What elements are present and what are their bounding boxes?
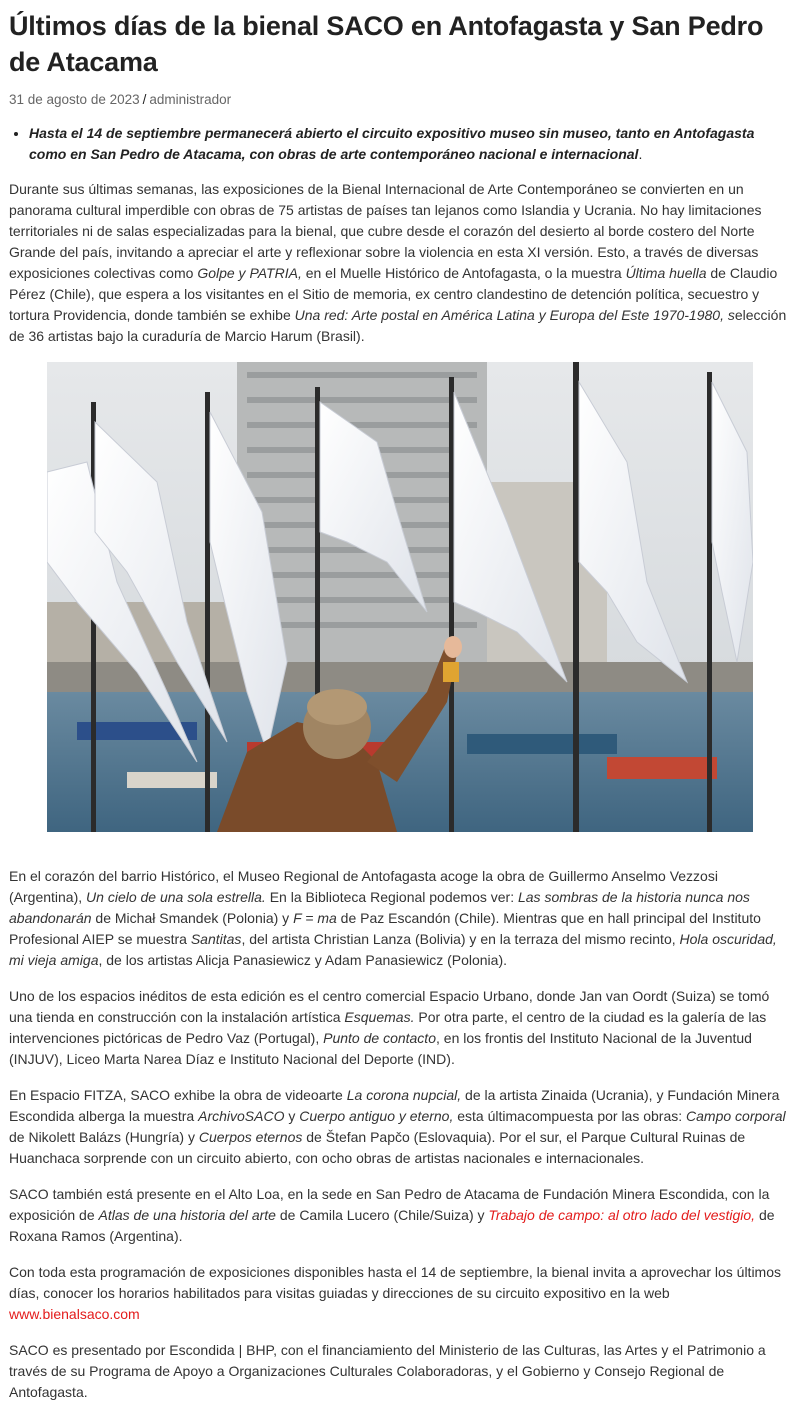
lead-end: . [638,146,643,162]
p4-text-5: de Nikolett Balázs (Hungría) y [9,1129,199,1145]
p2-em-3: F = ma [293,910,337,926]
paragraph-2 [9,866,791,971]
lead-bold-text: Hasta el 14 de septiembre permanecerá abierto el circuito expositivo museo sin museo, tanto en Antofagasta como en San Pedro de Atacama, con obras de arte contemporáneo nacional e internacional [29,125,755,162]
p2-em-4: Santitas [190,931,242,947]
p1-em-3: Una red: Arte postal en América Latina y Europa del Este 1970-1980, s [294,307,735,323]
p3-text-3: , en los frontis del Instituto Nacional de la Juventud (INJUV), Liceo Marta Narea Díaz e Instituto Nacional del Deporte (IND). [9,1030,752,1067]
p7-text-1: SACO es presentado por Escondida | BHP, con el financiamiento del Ministerio de las Culturas, las Artes y el Patrimonio a través de su Programa de Apoyo a Organizaciones Culturales Colaboradoras, y el Gobierno y Consejo Regional de Antofagasta. [9,1342,766,1400]
p4-text-3: y [284,1108,300,1124]
p3-em-2: Punto de contacto [323,1030,436,1046]
p2-em-2: Las sombras de la historia nunca nos abandonarán [9,889,750,926]
p5-em-1: Atlas de una historia del arte [98,1207,276,1223]
lead-item [29,123,791,165]
p2-text-4: de Paz Escandón (Chile). Mientras que en hall principal del Instituto Profesional AIEP se muestra [9,910,761,947]
article-photo-white-flags [47,362,753,832]
p1-text-2: en el Muelle Histórico de Antofagasta, o la muestra [301,265,626,281]
p1-text-3: de Claudio Pérez (Chile), que espera a los visitantes en el Sitio de memoria, ex centro clandestino de detención política, secuestro y tortura Providencia, donde también se exhibe [9,265,778,323]
lead-list [9,123,791,165]
p2-em-5: Hola oscuridad, mi vieja amiga [9,931,777,968]
p2-text-2: En la Biblioteca Regional podemos ver: [265,889,518,905]
p5-text-1: SACO también está presente en el Alto Loa, en la sede en San Pedro de Atacama de Fundación Minera Escondida, con la exposición de [9,1186,770,1223]
p3-text-1: Uno de los espacios inéditos de esta edición es el centro comercial Espacio Urbano, donde Jan van Oordt (Suiza) se tomó una tienda en construcción con la instalación artística [9,988,770,1025]
p2-text-5: , del artista Christian Lanza (Bolivia) y en la terraza del mismo recinto, [241,931,680,947]
p4-text-1: En Espacio FITZA, SACO exhibe la obra de videoarte [9,1087,347,1103]
p1-text-4: elección de 36 artistas bajo la curaduría de Marcio Harum (Brasil). [9,307,787,344]
p5-text-3: de Roxana Ramos (Argentina). [9,1207,775,1244]
bienalsaco-website-link[interactable]: www.bienalsaco.com [9,1306,140,1322]
p2-text-6: , de los artistas Alicja Panasiewicz y Adam Panasiewicz (Polonia). [98,952,507,968]
article-meta [9,90,791,110]
paragraph-7 [9,1340,791,1403]
trabajo-de-campo-link[interactable] [488,1207,755,1223]
p1-em-2: Última huella [625,265,707,281]
p4-em-1: La corona nupcial, [346,1087,462,1103]
p2-text-1: En el corazón del barrio Histórico, el Museo Regional de Antofagasta acoge la obra de Guillermo Anselmo Vezzosi (Argentina), [9,868,718,905]
p4-em-3: Cuerpo antiguo y eterno, [299,1108,454,1124]
p4-text-4: esta últimacompuesta por las obras: [453,1108,687,1124]
p3-text-2: Por otra parte, el centro de la ciudad es la galería de las intervenciones pictóricas de Pedro Vaz (Portugal), [9,1009,767,1046]
paragraph-4 [9,1085,791,1169]
meta-separator: / [142,92,147,107]
p2-em-1: Un cielo de una sola estrella. [86,889,266,905]
p4-em-2: ArchivoSACO [198,1108,285,1124]
p1-em-1: Golpe y PATRIA, [197,265,302,281]
p6-text-1: Con toda esta programación de exposiciones disponibles hasta el 14 de septiembre, la bienal invita a aprovechar los últimos días, conocer los horarios habilitados para visitas guiadas y direcciones de su circuito expositivo en la web [9,1264,782,1301]
p5-link-text[interactable]: Trabajo de campo: al otro lado del vestigio, [488,1207,756,1223]
p5-text-2: de Camila Lucero (Chile/Suiza) y [275,1207,489,1223]
paragraph-6 [9,1262,791,1325]
p4-text-2: de la artista Zinaida (Ucrania), y Fundación Minera Escondida alberga la muestra [9,1087,780,1124]
article-date[interactable]: 31 de agosto de 2023 [9,92,140,107]
p2-text-3: de Michał Smandek (Polonia) y [91,910,294,926]
paragraph-1 [9,179,791,347]
p4-em-4: Campo corporal [686,1108,786,1124]
article-title: Últimos días de la bienal SACO en Antofagasta y San Pedro de Atacama [9,11,764,77]
p4-em-5: Cuerpos eternos [198,1129,303,1145]
article-author[interactable]: administrador [149,92,232,107]
p1-text-1: Durante sus últimas semanas, las exposiciones de la Bienal Internacional de Arte Contemporáneo se convierten en un panorama cultural imperdible con obras de 75 artistas de países tan lejanos como Islandia y Ucrania. No hay limitaciones territoriales ni de salas especializadas para la bienal, que cubre desde el corazón del desierto al borde costero del Norte Grande del país, invitando a apreciar el arte y reflexionar sobre la violencia en esta XI versión. Esto, a través de diversas exposiciones colectivas como [9,181,762,281]
paragraph-5 [9,1184,791,1247]
p4-text-6: de Štefan Papčo (Eslovaquia). Por el sur, el Parque Cultural Ruinas de Huanchaca sorprende con un circuito abierto, con ocho obras de artistas nacionales e internacionales. [9,1129,746,1166]
p3-em-1: Esquemas. [344,1009,415,1025]
paragraph-3 [9,986,791,1070]
